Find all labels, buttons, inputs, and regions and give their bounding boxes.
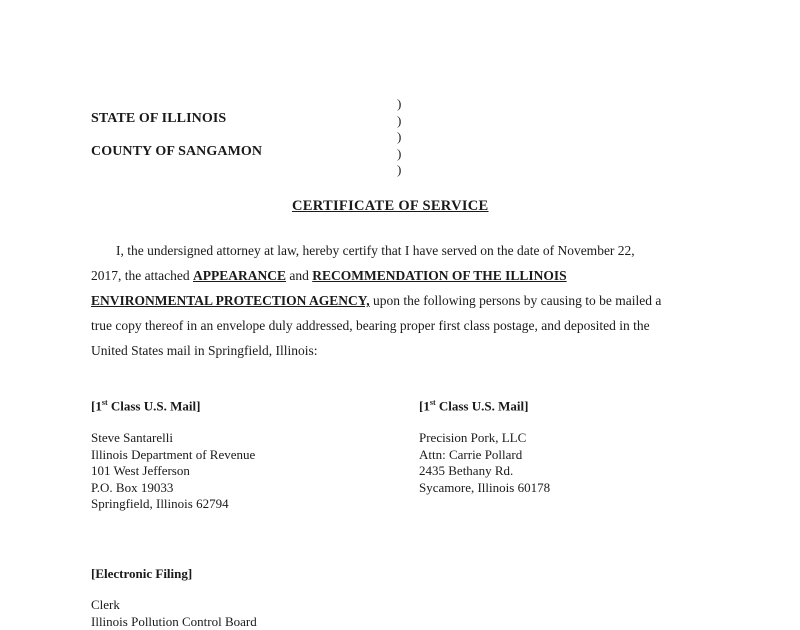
method-text: [1 bbox=[419, 398, 430, 413]
address-line: Precision Pork, LLC bbox=[419, 430, 550, 447]
recipient-address-electronic bbox=[91, 597, 257, 630]
body-line: United States mail in Springfield, Illinois: bbox=[91, 338, 711, 363]
paren: ) bbox=[397, 129, 401, 146]
paren: ) bbox=[397, 146, 401, 163]
recipient-address-left bbox=[91, 430, 255, 513]
address-line: Illinois Department of Revenue bbox=[91, 447, 255, 464]
paren: ) bbox=[397, 162, 401, 179]
body-line: I, the undersigned attorney at law, hereby certify that I have served on the date of November 22, bbox=[91, 238, 711, 263]
document-title: CERTIFICATE OF SERVICE bbox=[292, 198, 489, 215]
address-line: P.O. Box 19033 bbox=[91, 480, 255, 497]
body-text-fragment: upon the following persons by causing to be mailed a bbox=[370, 293, 662, 308]
address-line: Attn: Carrie Pollard bbox=[419, 447, 550, 464]
body-text-fragment: 2017, the attached bbox=[91, 268, 193, 283]
body-line: true copy thereof in an envelope duly addressed, bearing proper first class postage, and deposited in the bbox=[91, 313, 711, 338]
address-line: Sycamore, Illinois 60178 bbox=[419, 480, 550, 497]
state-label: STATE OF ILLINOIS bbox=[91, 111, 226, 127]
method-text: [1 bbox=[91, 398, 102, 413]
method-text: Class U.S. Mail] bbox=[436, 398, 529, 413]
body-text-fragment: and bbox=[286, 268, 312, 283]
paren: ) bbox=[397, 96, 401, 113]
county-label: COUNTY OF SANGAMON bbox=[91, 144, 262, 160]
appearance-doc-title: APPEARANCE bbox=[193, 268, 286, 283]
address-line: 2435 Bethany Rd. bbox=[419, 463, 550, 480]
method-superscript: st bbox=[102, 398, 108, 407]
caption-parentheses bbox=[397, 96, 401, 179]
delivery-method-left bbox=[91, 398, 200, 414]
recipient-address-right bbox=[419, 430, 550, 496]
body-line bbox=[91, 288, 711, 313]
address-line: Springfield, Illinois 62794 bbox=[91, 496, 255, 513]
method-superscript: st bbox=[430, 398, 436, 407]
certification-paragraph bbox=[91, 238, 711, 363]
address-line: 101 West Jefferson bbox=[91, 463, 255, 480]
recommendation-doc-title: RECOMMENDATION OF THE ILLINOIS bbox=[312, 268, 566, 283]
address-line: Illinois Pollution Control Board bbox=[91, 614, 257, 630]
method-text: Class U.S. Mail] bbox=[108, 398, 201, 413]
address-line: Steve Santarelli bbox=[91, 430, 255, 447]
address-line: Clerk bbox=[91, 597, 257, 614]
paren: ) bbox=[397, 113, 401, 130]
recommendation-doc-title-cont: ENVIRONMENTAL PROTECTION AGENCY, bbox=[91, 293, 370, 308]
delivery-method-right bbox=[419, 398, 528, 414]
delivery-method-electronic: [Electronic Filing] bbox=[91, 566, 192, 582]
body-line bbox=[91, 263, 711, 288]
